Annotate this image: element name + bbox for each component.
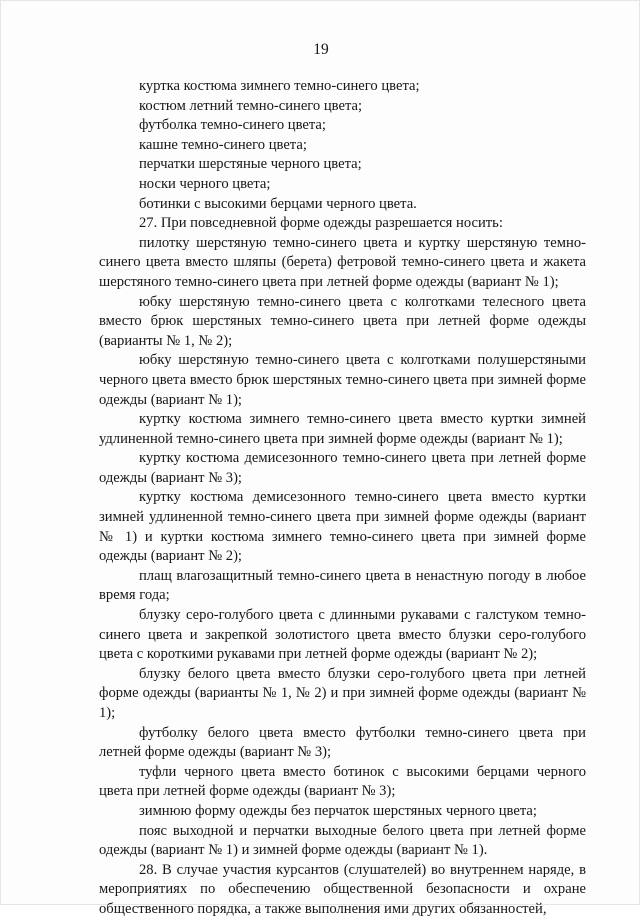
- paragraph: зимнюю форму одежды без перчаток шерстяных черного цвета;: [139, 802, 537, 819]
- list-item: перчатки шерстяные черного цвета;: [139, 156, 362, 173]
- paragraph: плащ влагозащитный темно-синего цвета в ненастную погоду в любое время года;: [99, 567, 586, 604]
- paragraph: пилотку шерстяную темно-синего цвета и куртку шерстяную темно-синего цвета вместо шляпы (берета) фетровой темно-синего цвета и жакета шерстяного темно-синего цвета при летней форме одежды (вариант № 1);: [99, 234, 586, 290]
- paragraph: туфли черного цвета вместо ботинок с высокими берцами черного цвета при летней форме одежды (вариант № 3);: [99, 763, 586, 800]
- section-heading-27: 27. При повседневной форме одежды разрешается носить:: [139, 215, 503, 232]
- paragraph: юбку шерстяную темно-синего цвета с колготками телесного цвета вместо брюк шерстяных темно-синего цвета при летней форме одежды (варианты № 1, № 2);: [99, 293, 586, 349]
- document-body: [99, 77, 586, 920]
- paragraph: блузку белого цвета вместо блузки серо-голубого цвета при летней форме одежды (варианты № 1, № 2) и при зимней форме одежды (вариант № 1);: [99, 665, 586, 721]
- list-item: ботинки с высокими берцами черного цвета.: [139, 195, 417, 212]
- section-paragraph-28: 28. В случае участия курсантов (слушателей) во внутреннем наряде, в мероприятиях по обеспечению общественной безопасности и охране общественного порядка, а также выполнения ими других обязанностей,: [99, 861, 586, 917]
- list-item: куртка костюма зимнего темно-синего цвета;: [139, 78, 420, 94]
- paragraph: блузку серо-голубого цвета с длинными рукавами с галстуком темно-синего цвета и закрепкой золотистого цвета вместо блузки серо-голубого цвета с короткими рукавами при летней форме одежды (вариант № 2);: [99, 607, 586, 663]
- paragraph: пояс выходной и перчатки выходные белого цвета при летней форме одежды (вариант № 1) и зимней форме одежды (вариант № 1).: [99, 822, 586, 859]
- paragraph: куртку костюма демисезонного темно-синего цвета при летней форме одежды (вариант № 3);: [99, 450, 586, 486]
- page-number: 19: [313, 41, 329, 58]
- paragraph: юбку шерстяную темно-синего цвета с колготками полушерстяными черного цвета вместо брюк шерстяных темно-синего цвета при зимней форме одежды (вариант № 1);: [99, 352, 586, 408]
- list-item: носки черного цвета;: [139, 175, 271, 192]
- paragraph: футболку белого цвета вместо футболки темно-синего цвета при летней форме одежды (вариант № 3);: [99, 724, 586, 761]
- list-item: футболка темно-синего цвета;: [139, 117, 326, 134]
- list-item: костюм летний темно-синего цвета;: [139, 97, 363, 114]
- list-item: кашне темно-синего цвета;: [139, 136, 307, 153]
- paragraph: куртку костюма зимнего темно-синего цвета вместо куртки зимней удлиненной темно-синего цвета при зимней форме одежды (вариант № 1);: [99, 411, 586, 447]
- paragraph: куртку костюма демисезонного темно-синего цвета вместо куртки зимней удлиненной темно-синего цвета при зимней форме одежды (вариант № 1) и куртки костюма зимнего темно-синего цвета при зимней форме одежды (вариант № 2);: [99, 489, 586, 565]
